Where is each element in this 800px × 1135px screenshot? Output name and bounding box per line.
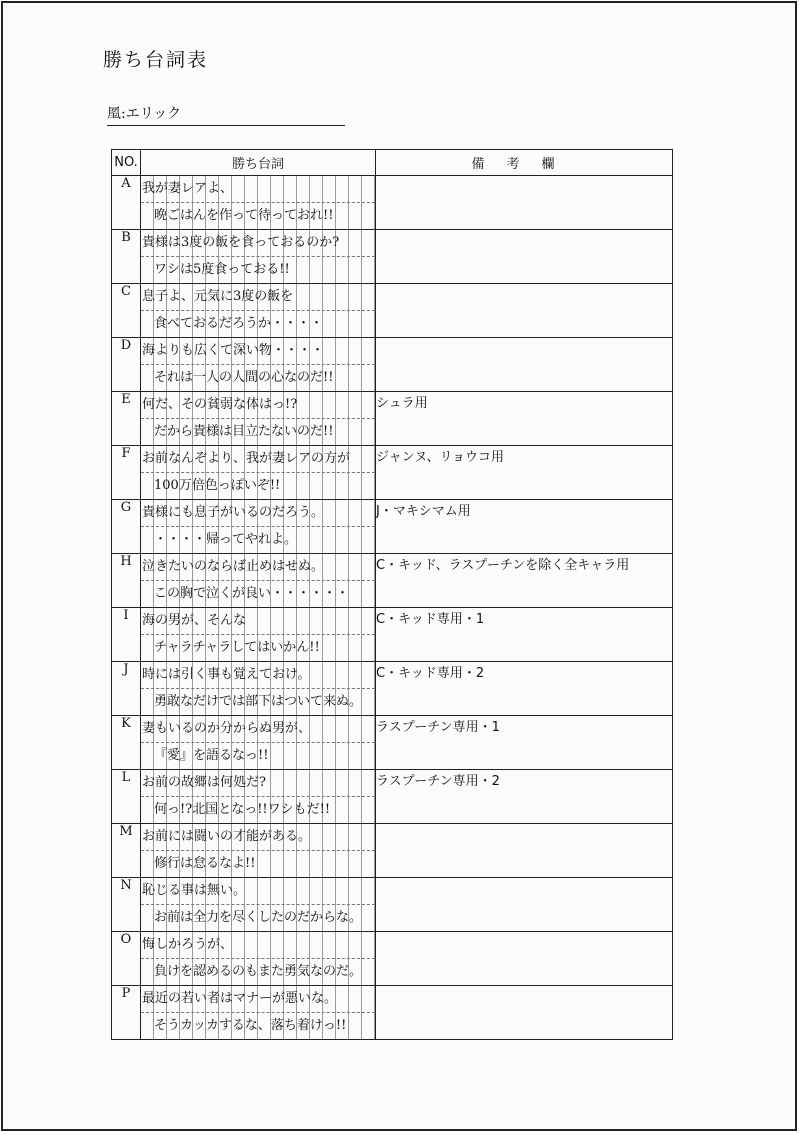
table-row	[112, 284, 673, 338]
line-second: 何っ!?北国となっ!!ワシもだ!!	[141, 797, 375, 823]
table-body	[112, 176, 673, 1040]
line-first: 何だ、その貧弱な体はっ!?	[141, 392, 375, 419]
line-cell	[141, 176, 376, 230]
document-title: 勝ち台詞表	[103, 49, 209, 71]
table-row	[112, 716, 673, 770]
remark-cell: C・キッド、ラスプーチンを除く全キャラ用	[376, 554, 673, 608]
line-second: そうカッカするな、落ち着けっ!!	[141, 1013, 375, 1039]
row-letter: O	[112, 932, 141, 986]
header-no: NO.	[112, 150, 141, 176]
line-cell	[141, 716, 376, 770]
character-label: 㓘:	[107, 106, 126, 122]
remark-cell: J・マキシマム用	[376, 500, 673, 554]
table-row	[112, 932, 673, 986]
table-row	[112, 446, 673, 500]
line-second: 食べておるだろうか・・・・	[141, 311, 375, 337]
line-cell	[141, 338, 376, 392]
character-line	[107, 103, 345, 126]
remark-cell	[376, 986, 673, 1040]
line-first: 泣きたいのならば止めはせぬ。	[141, 554, 375, 581]
line-cell	[141, 554, 376, 608]
remark-cell: ラスプーチン専用・1	[376, 716, 673, 770]
line-first: 悔しかろうが、	[141, 932, 375, 959]
table-row	[112, 608, 673, 662]
remark-cell: シュラ用	[376, 392, 673, 446]
line-second: ・・・・帰ってやれよ。	[141, 527, 375, 553]
line-first: 貴様は3度の飯を食っておるのか?	[141, 230, 375, 257]
row-letter: J	[112, 662, 141, 716]
line-cell	[141, 878, 376, 932]
remark-cell	[376, 824, 673, 878]
remark-cell	[376, 230, 673, 284]
table-row	[112, 176, 673, 230]
line-first: お前の故郷は何処だ?	[141, 770, 375, 797]
line-second: 修行は怠るなよ!!	[141, 851, 375, 877]
line-second: 負けを認めるのもまた勇気なのだ。	[141, 959, 375, 985]
table-row	[112, 500, 673, 554]
line-cell	[141, 770, 376, 824]
row-letter: K	[112, 716, 141, 770]
line-second: ワシは5度食っておる!!	[141, 257, 375, 283]
remark-cell	[376, 338, 673, 392]
line-first: 海よりも広くて深い物・・・・	[141, 338, 375, 365]
header-remark: 備考欄	[376, 150, 673, 176]
line-second: この胸で泣くが良い・・・・・・	[141, 581, 375, 607]
line-cell	[141, 230, 376, 284]
table-row	[112, 392, 673, 446]
line-second: 晩ごはんを作って待っておれ!!	[141, 203, 375, 229]
remark-cell: ジャンヌ、リョウコ用	[376, 446, 673, 500]
row-letter: L	[112, 770, 141, 824]
line-cell	[141, 824, 376, 878]
table-row	[112, 230, 673, 284]
table-row	[112, 770, 673, 824]
row-letter: B	[112, 230, 141, 284]
line-cell	[141, 662, 376, 716]
score-sheet-page	[1, 1, 797, 1131]
line-second: だから貴様は目立たないのだ!!	[141, 419, 375, 445]
remark-cell	[376, 878, 673, 932]
remark-cell	[376, 932, 673, 986]
victory-lines-table	[111, 149, 673, 1040]
remark-cell	[376, 284, 673, 338]
table-header-row	[112, 150, 673, 176]
line-first: 妻もいるのか分からぬ男が、	[141, 716, 375, 743]
line-second: お前は全力を尽くしたのだからな。	[141, 905, 375, 931]
line-cell	[141, 284, 376, 338]
line-second: チャラチャラしてはいかん!!	[141, 635, 375, 661]
remark-cell: C・キッド専用・1	[376, 608, 673, 662]
table-row	[112, 986, 673, 1040]
line-first: お前には闘いの才能がある。	[141, 824, 375, 851]
row-letter: P	[112, 986, 141, 1040]
row-letter: D	[112, 338, 141, 392]
row-letter: I	[112, 608, 141, 662]
table-row	[112, 554, 673, 608]
line-first: 海の男が、そんな	[141, 608, 375, 635]
row-letter: C	[112, 284, 141, 338]
row-letter: E	[112, 392, 141, 446]
line-first: 我が妻レアよ、	[141, 176, 375, 203]
line-second: それは一人の人間の心なのだ!!	[141, 365, 375, 391]
table-row	[112, 824, 673, 878]
row-letter: H	[112, 554, 141, 608]
row-letter: N	[112, 878, 141, 932]
line-first: お前なんぞより、我が妻レアの方が	[141, 446, 375, 473]
line-first: 恥じる事は無い。	[141, 878, 375, 905]
line-first: 時には引く事も覚えておけ。	[141, 662, 375, 689]
line-cell	[141, 932, 376, 986]
row-letter: A	[112, 176, 141, 230]
line-first: 貴様にも息子がいるのだろう。	[141, 500, 375, 527]
remark-cell: C・キッド専用・2	[376, 662, 673, 716]
row-letter: F	[112, 446, 141, 500]
line-second: 勇敢なだけでは部下はついて来ぬ。	[141, 689, 375, 715]
remark-cell	[376, 176, 673, 230]
line-cell	[141, 986, 376, 1040]
table-row	[112, 662, 673, 716]
table-row	[112, 878, 673, 932]
remark-cell: ラスプーチン専用・2	[376, 770, 673, 824]
line-first: 最近の若い者はマナーが悪いな。	[141, 986, 375, 1013]
line-cell	[141, 446, 376, 500]
line-cell	[141, 500, 376, 554]
table-row	[112, 338, 673, 392]
line-second: 100万倍色っぽいぞ!!	[141, 473, 375, 499]
line-cell	[141, 392, 376, 446]
line-first: 息子よ、元気に3度の飯を	[141, 284, 375, 311]
line-cell	[141, 608, 376, 662]
character-name: エリック	[125, 106, 182, 122]
header-line: 勝ち台詞	[141, 150, 376, 176]
line-second: 『愛』を語るなっ!!	[141, 743, 375, 769]
row-letter: G	[112, 500, 141, 554]
row-letter: M	[112, 824, 141, 878]
